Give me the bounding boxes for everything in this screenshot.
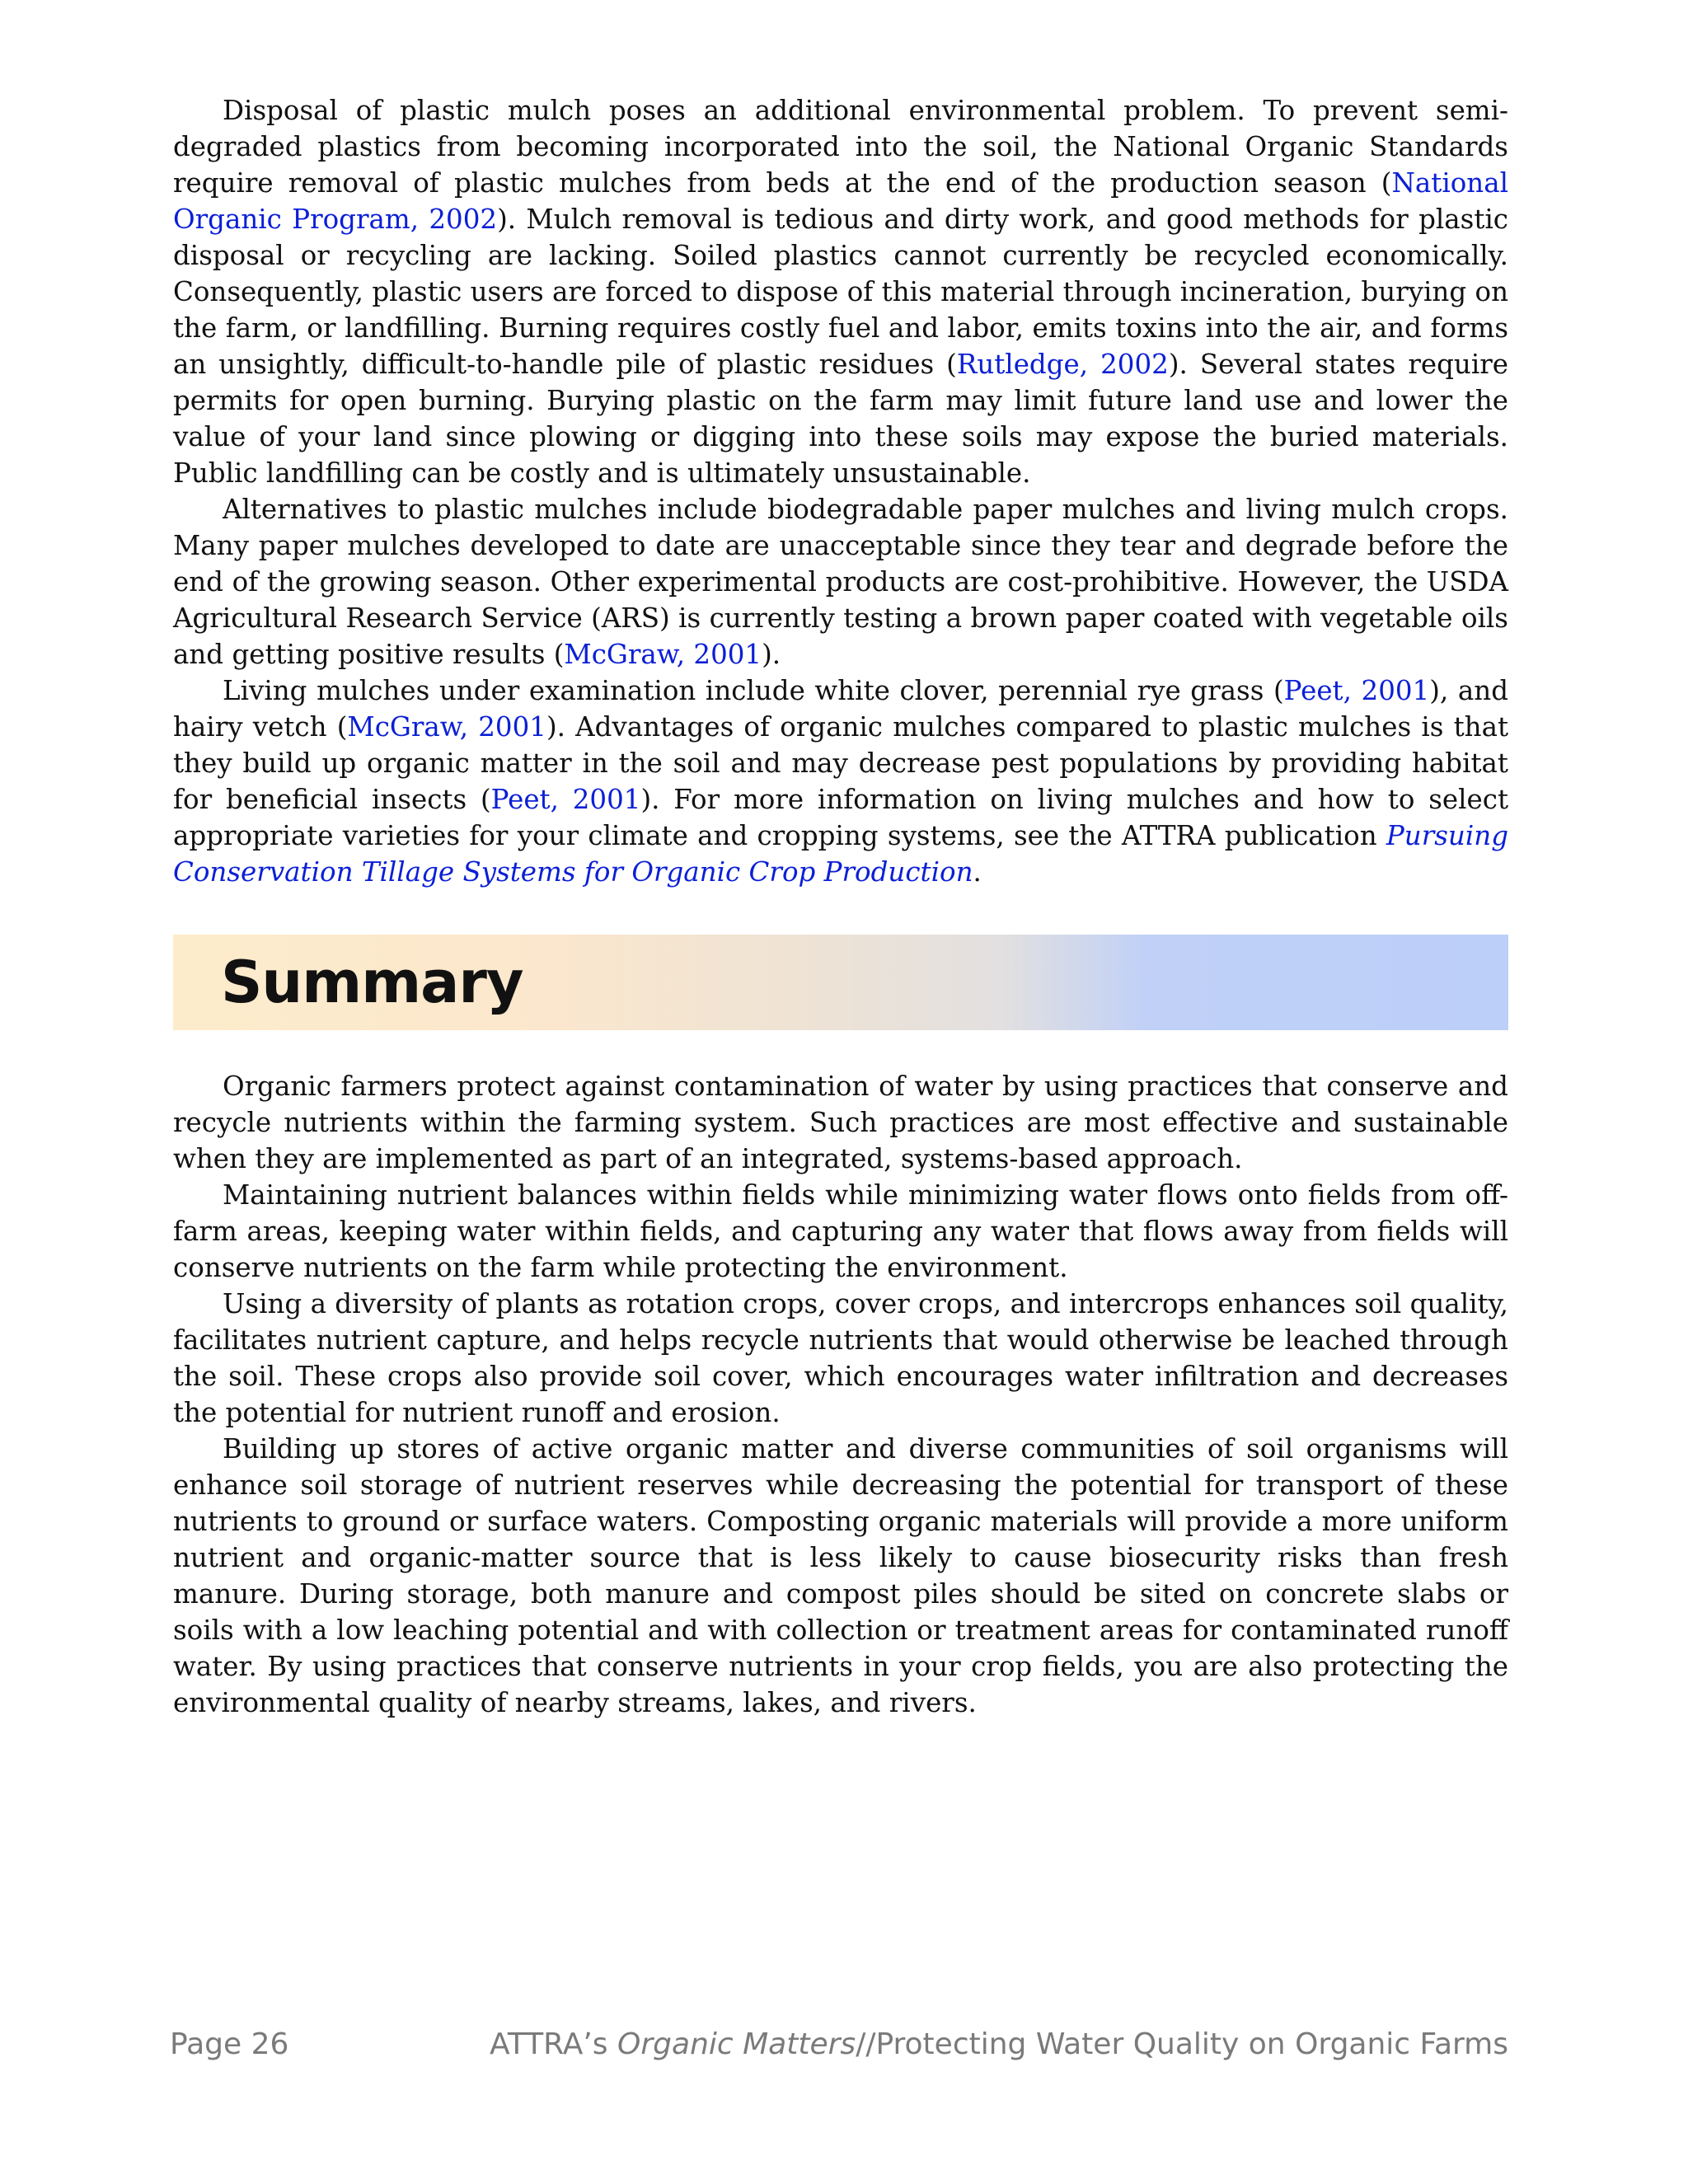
running-title-prefix: ATTRA’s [490,2027,618,2061]
running-title [490,2027,1508,2061]
paragraph-alternatives [173,491,1508,673]
text: ). [762,639,781,670]
text: Alternatives to plastic mulches include biodegradable paper mulches and living mulch crops. Many paper mulches developed to date are unacceptable since they tear and degrade before the end of the growing season. Other experimental products are cost-prohibitive. However, the USDA Agricultural Research Service (ARS) is currently testing a brown paper coated with vegetable oils and getting positive results ( [173,494,1508,670]
text: ). Advantages of organic mulches compared to plastic mulches is that they build up organic matter in the soil and may decrease pest populations by providing habitat for beneficial insects ( [173,711,1509,815]
text: ). Mulch removal is tedious and dirty work, and good methods for plastic disposal or recycling are lacking. Soiled plastics cannot currently be recycled economically. Consequently, plastic users are forced to dispose of this material through incineration, burying on the farm, or landfilling. Burning requires costly fuel and labor, emits toxins into the air, and forms an unsightly, difficult-to-handle pile of plastic residues ( [173,204,1508,380]
summary-body [173,1068,1508,1721]
running-title-italic: Organic Matters [617,2027,856,2061]
text: ). For more information on living mulches and how to select appropriate varieties for your climate and cropping systems, see the ATTRA publication [173,784,1509,851]
page-number: Page 26 [170,2027,289,2061]
page-footer [170,2027,1508,2069]
citation-link-peet[interactable]: Peet, 2001 [1283,675,1430,706]
citation-link-mcgraw[interactable]: McGraw, 2001 [564,639,762,670]
running-title-suffix: //Protecting Water Quality on Organic Farms [856,2027,1508,2061]
citation-link-mcgraw[interactable]: McGraw, 2001 [347,711,546,743]
page-content [173,92,1508,1721]
summary-paragraph: Building up stores of active organic matter and diverse communities of soil organisms will enhance soil storage of nutrient reserves while decreasing the potential for transport of these nutrients to ground or surface waters. Composting organic materials will provide a more uniform nutrient and organic-matter source that is less likely to cause biosecurity risks than fresh manure. During storage, both manure and compost piles should be sited on concrete slabs or soils with a low leaching potential and with collection or treatment areas for contaminated runoff water. By using practices that conserve nutrients in your crop fields, you are also protecting the environmental quality of nearby streams, lakes, and rivers. [173,1433,1508,1718]
text: . [973,856,982,888]
summary-paragraph: Organic farmers protect against contamination of water by using practices that conserve and recycle nutrients within the farming system. Such practices are most effective and sustainable when they are implemented as part of an integrated, systems-based approach. [173,1071,1508,1174]
text: ). Several states require permits for open burning. Burying plastic on the farm may limit future land use and lower the value of your land since plowing or digging into these soils may expose the buried materials. Public landfilling can be costly and is ultimately unsustainable. [173,349,1508,489]
paragraph-plastic-disposal [173,92,1508,491]
text: ), and hairy vetch ( [173,675,1508,743]
section-title: Summary [221,949,523,1016]
text: Disposal of plastic mulch poses an additional environmental problem. To prevent semi-degraded plastics from becoming incorporated into the soil, the National Organic Standards require removal of plastic mulches from beds at the end of the production season ( [173,95,1508,199]
paragraph-living-mulches [173,673,1508,890]
publication-link-conservation-tillage[interactable]: Pursuing Conservation Tillage Systems for Organic Crop Production [173,820,1508,888]
citation-link-rutledge[interactable]: Rutledge, 2002 [956,349,1169,380]
summary-heading-band [173,935,1508,1030]
citation-link-national-organic-program[interactable]: National Organic Program, 2002 [173,167,1508,235]
summary-paragraph: Maintaining nutrient balances within fields while minimizing water flows onto fields from off-farm areas, keeping water within fields, and capturing any water that flows away from fields will conserve nutrients on the farm while protecting the environment. [173,1179,1508,1283]
text: Living mulches under examination include white clover, perennial rye grass ( [223,675,1284,706]
summary-paragraph: Using a diversity of plants as rotation crops, cover crops, and intercrops enhances soil quality, facilitates nutrient capture, and helps recycle nutrients that would otherwise be leached through the soil. These crops also provide soil cover, which encourages water infiltration and decreases the potential for nutrient runoff and erosion. [173,1288,1508,1428]
citation-link-peet[interactable]: Peet, 2001 [490,784,641,815]
